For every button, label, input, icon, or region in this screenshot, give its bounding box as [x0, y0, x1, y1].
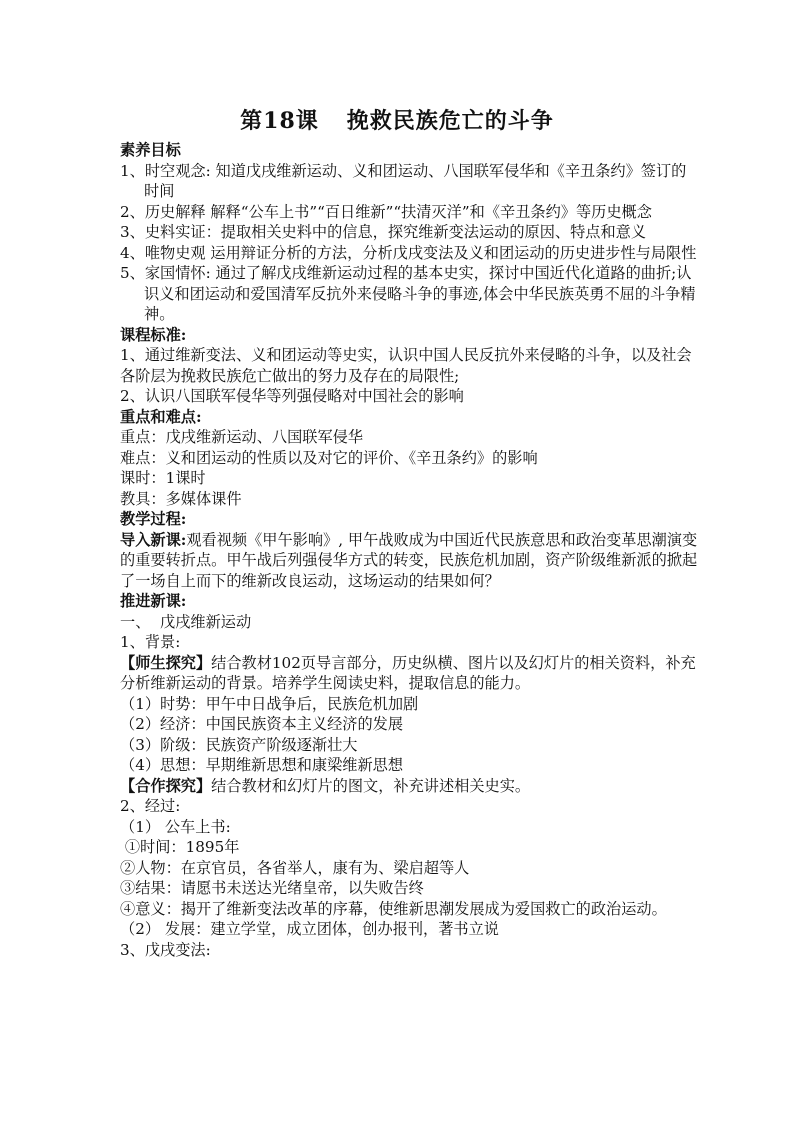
- standard-item: 1、通过维新变法、义和团运动等史实，认识中国人民反抗外来侵略的斗争，以及社会各阶层为挽救民族危亡做出的努力及存在的局限性;: [120, 346, 692, 385]
- background-item: （3）阶级：民族资产阶级逐渐壮大: [120, 735, 358, 754]
- teaching-tools: 教具：多媒体课件: [120, 489, 242, 508]
- lesson-name: 挽救民族危亡的斗争: [346, 108, 554, 134]
- course-heading: 2、经过:: [120, 797, 181, 815]
- background-heading: 1、背景:: [120, 633, 181, 651]
- explore-text: 结合教材102页导言部分，历史纵横、图片以及幻灯片的相关资料，补充分析维新运动的背景。培养学生阅读史料，提取信息的能力。: [120, 653, 696, 692]
- section-heading: 一、 戊戌维新运动: [120, 612, 252, 631]
- literacy-heading: 素养目标: [120, 141, 181, 159]
- key-point: 重点：戊戌维新运动、八国联军侵华: [120, 428, 363, 446]
- literacy-item: 5、家国情怀: 通过了解戊戌维新运动过程的基本史实，探讨中国近代化道路的曲折;认识义和团运动和爱国清军反抗外来侵略斗争的事迹,体会中华民族英勇不屈的斗争精神。: [120, 264, 696, 323]
- literacy-item: 1、时空观念: 知道戊戌维新运动、义和团运动、八国联军侵华和《辛丑条约》签订的时间: [120, 161, 687, 200]
- process-heading: 教学过程:: [120, 510, 187, 528]
- course-item: ①时间：1895年: [120, 838, 240, 856]
- course-item: ②人物：在京官员，各省举人，康有为、梁启超等人: [120, 858, 470, 877]
- difficult-point: 难点：义和团运动的性质以及对它的评价、《辛丑条约》的影响: [120, 448, 538, 467]
- literacy-item: 4、唯物史观 运用辩证分析的方法，分析戊戌变法及义和团运动的历史进步性与局限性: [120, 243, 697, 262]
- course-item: ③结果：请愿书未送达光绪皇帝，以失败告终: [120, 879, 424, 897]
- cooperate-text: 结合教材和幻灯片的图文，补充讲述相关史实。: [211, 776, 531, 795]
- literacy-item: 3、史料实证：提取相关史料中的信息，探究维新变法运动的原因、特点和意义: [120, 223, 647, 241]
- intro-paragraph: [120, 530, 700, 592]
- lesson-number: 第18课: [240, 108, 319, 134]
- explore-paragraph: [120, 653, 700, 694]
- keypoints-heading: 重点和难点:: [120, 407, 202, 426]
- document-body: [120, 140, 700, 960]
- explore-label: 【师生探究】: [120, 653, 212, 672]
- cooperate-paragraph: [120, 776, 700, 797]
- intro-label: 导入新课:: [120, 530, 187, 549]
- course-item: ④意义：揭开了维新变法改革的序幕，使维新思潮发展成为爱国救亡的政治运动。: [120, 899, 667, 918]
- background-item: （1）时势：甲午中日战争后，民族危机加剧: [120, 694, 419, 713]
- new-lesson-heading: 推进新课:: [120, 592, 187, 610]
- background-item: （2）经济：中国民族资本主义经济的发展: [120, 715, 404, 733]
- course-item: （1） 公车上书:: [120, 817, 231, 836]
- background-item: （4）思想：早期维新思想和康梁维新思想: [120, 756, 404, 774]
- reform-heading: 3、戊戌变法:: [120, 940, 211, 959]
- lesson-title: [0, 104, 794, 135]
- intro-text: 观看视频《甲午影响》, 甲午战败成为中国近代民族意思和政治变革思潮演变的重要转折点。甲午战后列强侵华方式的转变，民族危机加剧，资产阶级维新派的掀起了一场自上而下的维新改良运动，这场运动的结果如何？: [120, 530, 698, 590]
- cooperate-label: 【合作探究】: [120, 776, 212, 795]
- literacy-item: 2、历史解释 解释“公车上书”“百日维新”“扶清灭洋”和《辛丑条约》等历史概念: [120, 202, 652, 221]
- standard-heading: 课程标准:: [120, 325, 187, 344]
- class-hours: 课时：1课时: [120, 469, 206, 487]
- standard-item: 2、认识八国联军侵华等列强侵略对中国社会的影响: [120, 387, 464, 405]
- course-item: （2） 发展：建立学堂，成立团体，创办报刊，著书立说: [120, 920, 499, 938]
